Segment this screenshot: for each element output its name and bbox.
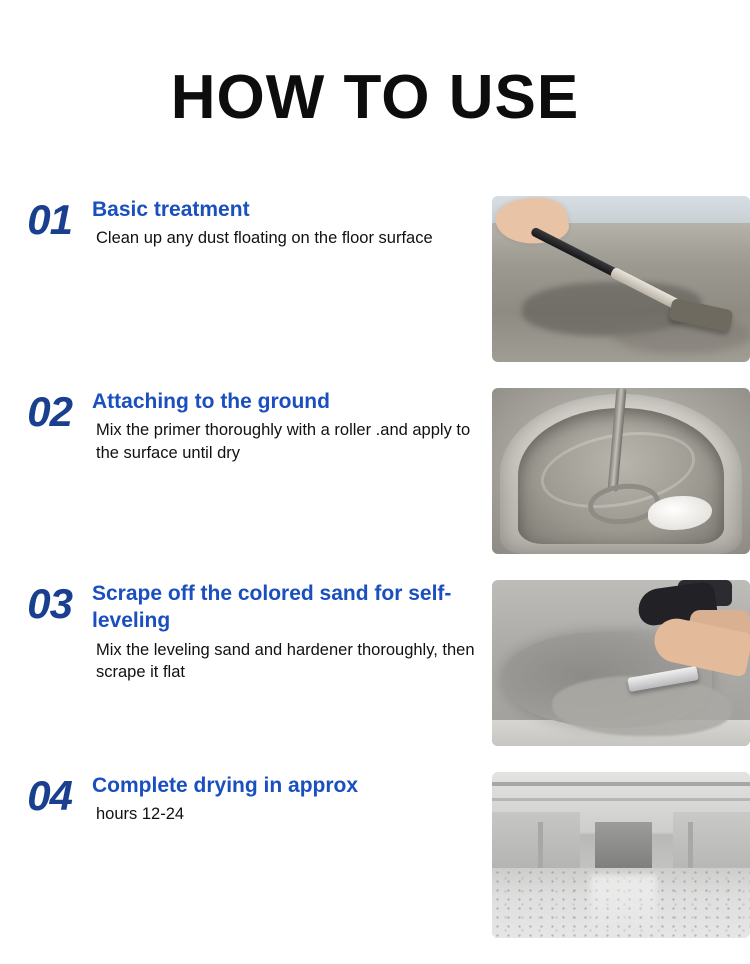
page-title: HOW TO USE — [170, 63, 580, 132]
steps-list — [0, 196, 750, 964]
photo-floor-reflection — [590, 875, 657, 938]
step-body: Mix the leveling sand and hardener thoroughly, then scrape it flat — [96, 640, 475, 681]
step-number: 01 — [27, 196, 72, 243]
step-number: 04 — [27, 772, 72, 819]
step-heading: Scrape off the colored sand for self-leveling — [92, 582, 452, 633]
step-text-block — [80, 388, 492, 464]
photo-ceiling-beam-2 — [492, 798, 750, 801]
step-body: Clean up any dust floating on the floor surface — [96, 229, 433, 248]
list-item — [0, 388, 750, 554]
photo-ceiling-beam — [492, 782, 750, 786]
step-photo-finished-floor — [492, 772, 750, 938]
step-text-block — [80, 580, 492, 683]
step-heading: Basic treatment — [92, 198, 250, 221]
step-number: 02 — [27, 388, 72, 435]
photo-doorway — [595, 822, 652, 872]
list-item — [0, 196, 750, 362]
step-body: Mix the primer thoroughly with a roller .and apply to the surface until dry — [96, 421, 471, 462]
step-body: hours 12-24 — [96, 805, 185, 824]
list-item — [0, 580, 750, 746]
step-heading: Attaching to the ground — [92, 390, 330, 413]
photo-column-left — [538, 822, 543, 875]
step-photo-primer-mixing — [492, 388, 750, 554]
step-text-block — [80, 196, 492, 250]
step-heading: Complete drying in approx — [92, 774, 359, 797]
step-photo-self-leveling — [492, 580, 750, 746]
step-text-block — [80, 772, 492, 826]
step-photo-basic-treatment — [492, 196, 750, 362]
photo-column-right — [688, 822, 693, 875]
step-number: 03 — [27, 580, 72, 627]
list-item — [0, 772, 750, 938]
